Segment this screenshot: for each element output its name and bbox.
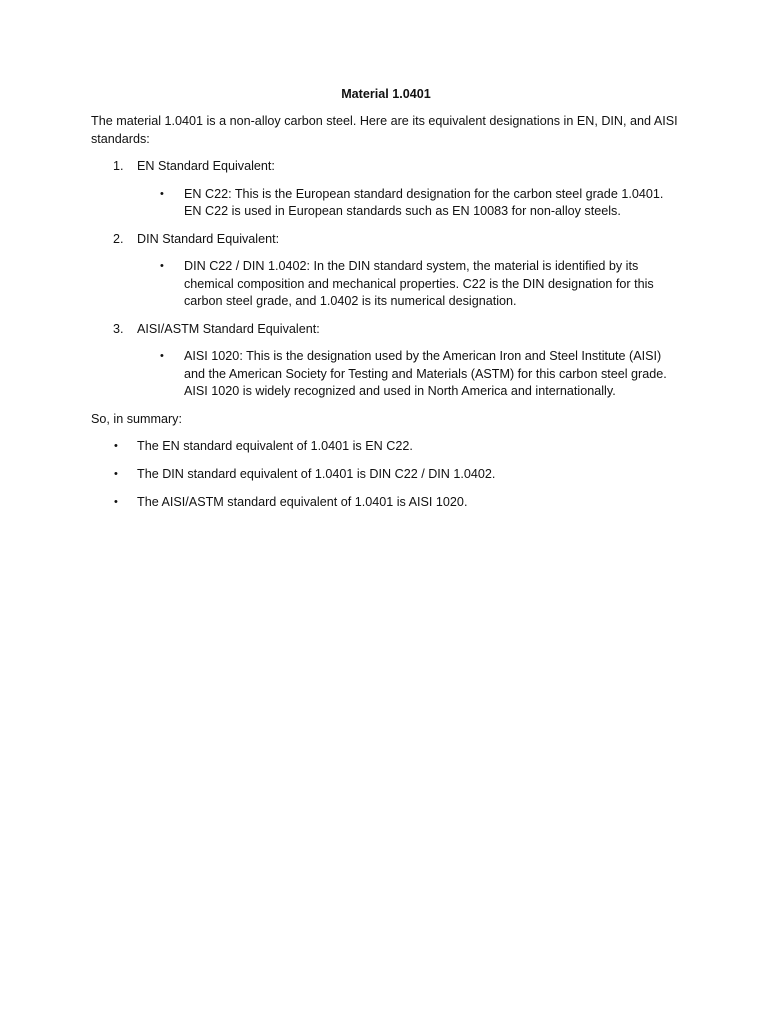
bullet-text: DIN C22 / DIN 1.0402: In the DIN standard system, the material is identified by its chemical composition and mechanical properties. C22 is the DIN designation for this carbon steel grade, and 1.0402 is its numerical designation. (184, 259, 654, 308)
summary-intro: So, in summary: (91, 411, 182, 426)
bullet-text: EN C22: This is the European standard designation for the carbon steel grade 1.0401. EN C22 is used in European standards such as EN 10083 for non-alloy steels. (184, 186, 664, 218)
bullet-item (91, 186, 681, 221)
summary-item (91, 466, 681, 484)
list-number: 3. (113, 321, 124, 336)
list-number: 2. (113, 231, 124, 246)
list-item-aisi (91, 321, 681, 401)
numbered-list (91, 158, 681, 401)
section-heading-text: AISI/ASTM Standard Equivalent: (137, 321, 320, 336)
bullet-text: AISI 1020: This is the designation used by the American Iron and Steel Institute (AISI) and the American Society for Testing and Materials (ASTM) for this carbon steel grade. AISI 1020 is widely recognized and used in North America and internationally. (184, 349, 667, 398)
intro-paragraph: The material 1.0401 is a non-alloy carbon steel. Here are its equivalent designations in EN, DIN, and AISI standards: (91, 114, 678, 146)
summary-item (91, 438, 681, 456)
list-item-en (91, 158, 681, 221)
bullet-icon: • (114, 468, 118, 480)
list-number: 1. (113, 159, 124, 173)
bullet-icon: • (160, 260, 164, 272)
list-item-din (91, 231, 681, 311)
bullet-icon: • (160, 187, 164, 200)
summary-text: The DIN standard equivalent of 1.0401 is DIN C22 / DIN 1.0402. (137, 467, 496, 481)
section-heading (91, 321, 681, 339)
bullet-item (91, 258, 681, 311)
document-title: Material 1.0401 (341, 87, 431, 101)
summary-text: The AISI/ASTM standard equivalent of 1.0401 is AISI 1020. (137, 495, 468, 509)
section-heading-text: DIN Standard Equivalent: (137, 231, 280, 246)
document-page (91, 86, 681, 522)
summary-item (91, 494, 681, 512)
bullet-item (91, 348, 681, 401)
bullet-list (91, 348, 681, 401)
bullet-icon: • (114, 440, 118, 452)
bullet-list (91, 186, 681, 221)
bullet-list (91, 258, 681, 311)
summary-text: The EN standard equivalent of 1.0401 is EN C22. (137, 439, 413, 453)
bullet-icon: • (160, 350, 164, 362)
bullet-icon: • (114, 496, 118, 508)
section-heading (91, 158, 681, 176)
summary-list (91, 438, 681, 512)
section-heading-text: EN Standard Equivalent: (137, 159, 275, 173)
section-heading (91, 231, 681, 249)
